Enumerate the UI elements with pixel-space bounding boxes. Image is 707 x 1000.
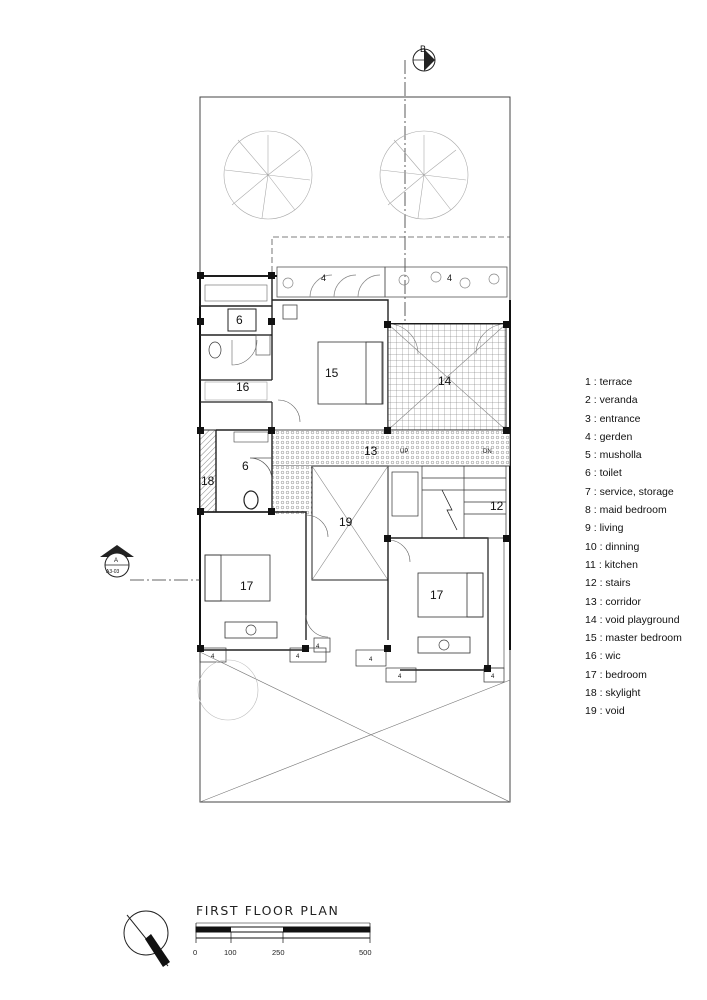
north-arrow-icon (124, 911, 170, 967)
label-skylight: 18 (201, 474, 215, 488)
label-planter-d: 4 (369, 657, 373, 663)
legend-item: 18 : skylight (585, 687, 641, 700)
label-bedroom-right: 17 (430, 588, 444, 602)
section-marker-b-letter: B (420, 44, 427, 54)
legend-item: 3 : entrance (585, 412, 641, 425)
legend-item: 17 : bedroom (585, 668, 647, 681)
label-toilet-top: 6 (236, 313, 243, 327)
label-garden-left: 4 (321, 273, 327, 283)
label-planter-c: 4 (316, 644, 320, 650)
tree-left-icon (224, 131, 312, 219)
section-marker-a-letter: A (114, 558, 119, 564)
legend-item: 11 : kitchen (585, 558, 638, 571)
legend-item: 1 : terrace (585, 376, 633, 388)
section-marker-a-ref: A3-03 (106, 569, 120, 575)
scale-label-500: 500 (359, 948, 372, 957)
legend-item: 15 : master bedroom (585, 632, 682, 645)
legend-item: 19 : void (585, 705, 625, 718)
legend-item: 8 : maid bedroom (585, 504, 667, 517)
open-area-lower (198, 652, 510, 802)
legend-item: 6 : toilet (585, 467, 622, 480)
plan-title: FIRST FLOOR PLAN (196, 903, 340, 918)
legend-item: 10 : dinning (585, 540, 640, 553)
corridor-pattern (272, 430, 510, 466)
stairs-drawing (392, 466, 506, 538)
label-toilet-mid: 6 (242, 459, 249, 473)
legend-item: 13 : corridor (585, 595, 642, 608)
legend-item: 16 : wic (585, 650, 621, 663)
legend-item: 12 : stairs (585, 577, 631, 590)
tree-right-icon (380, 131, 468, 219)
scale-bar (196, 923, 370, 943)
room-legend (585, 373, 682, 721)
legend-item: 7 : service, storage (585, 485, 674, 498)
label-stairs: 12 (490, 499, 504, 513)
label-bedroom-left: 17 (240, 579, 254, 593)
label-garden-right: 4 (447, 273, 453, 283)
label-up: UP (400, 449, 409, 455)
legend-item: 5 : musholla (585, 449, 642, 462)
label-planter-a: 4 (211, 654, 215, 660)
scale-label-100: 100 (224, 948, 237, 957)
legend-item: 4 : gerden (585, 430, 633, 443)
label-planter-e: 4 (398, 674, 402, 680)
label-planter-f: 4 (491, 674, 495, 680)
label-void: 19 (339, 515, 353, 529)
label-wic: 16 (236, 380, 250, 394)
legend-item: 14 : void playground (585, 613, 680, 626)
label-master-bedroom: 15 (325, 366, 339, 380)
section-marker-a (100, 545, 200, 580)
scale-label-0: 0 (193, 948, 198, 957)
label-dn: DN (483, 449, 492, 455)
scale-label-250: 250 (272, 948, 285, 957)
legend-item: 2 : veranda (585, 394, 638, 407)
legend-item: 9 : living (585, 522, 624, 535)
label-void-playground: 14 (438, 374, 452, 388)
skylight-hatch (200, 430, 216, 512)
label-planter-b: 4 (296, 654, 300, 660)
label-corridor: 13 (364, 444, 378, 458)
